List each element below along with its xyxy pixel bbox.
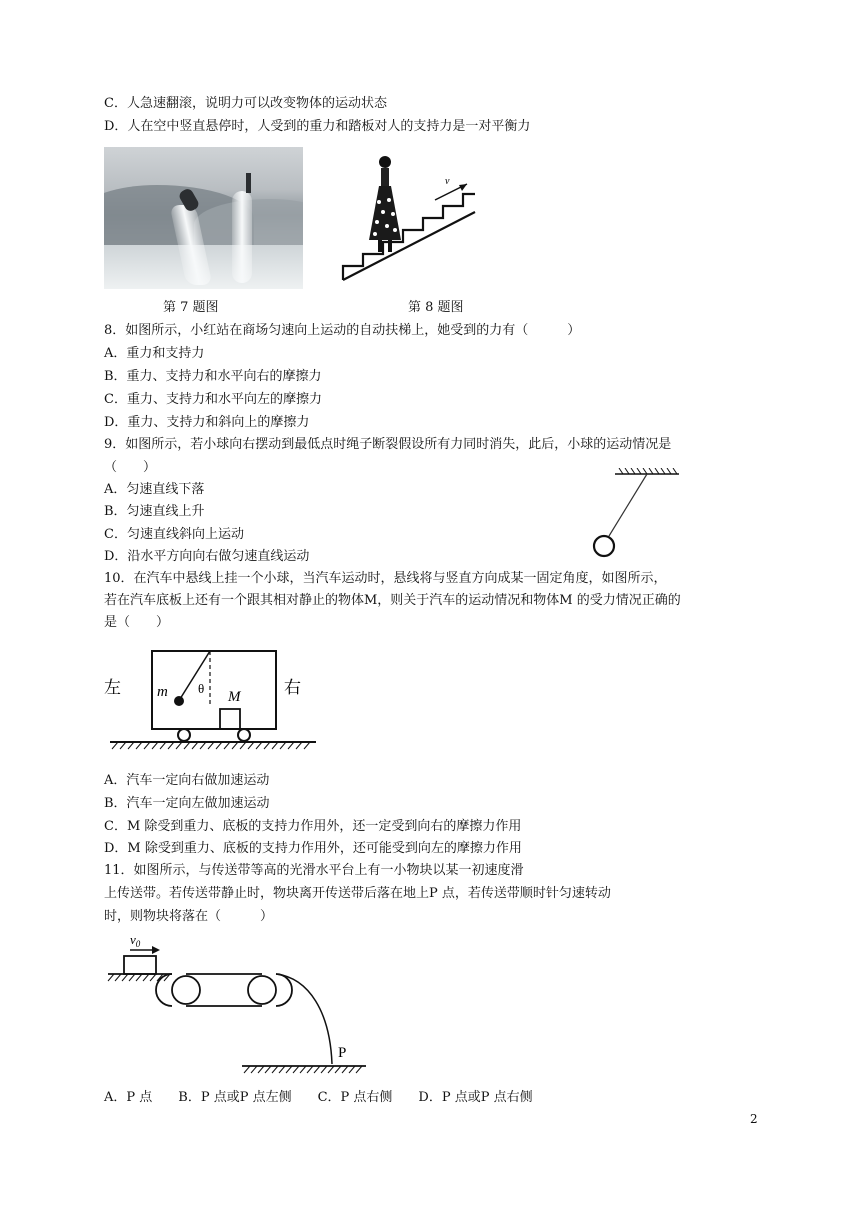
fig11-v0-label: $v_0$ [130, 932, 141, 949]
q8-option-d: D．重力、支持力和斜向上的摩擦力 [104, 415, 310, 430]
figure-11-conveyor [104, 930, 374, 1080]
figure-7-photo [104, 147, 303, 289]
q11-stem-cont: 上传送带。若传送带静止时，物块离开传送带后落在地上P 点，若传送带顺时针匀速转动 [104, 886, 611, 901]
caption-fig7: 第 7 题图 [163, 300, 219, 315]
fig10-theta-label: θ [198, 681, 205, 696]
q11-stem-end: 时，则物块将落在（ ） [104, 909, 274, 924]
q8-option-b: B．重力、支持力和水平向右的摩擦力 [104, 369, 322, 384]
figure-8-escalator [335, 152, 485, 287]
q11-stem: 11．如图所示，与传送带等高的光滑水平台上有一小物块以某一初速度滑 [104, 863, 524, 878]
q8-option-a: A．重力和支持力 [104, 346, 205, 361]
figure-9-pendulum [585, 468, 685, 568]
q10-option-d: D．M 除受到重力、底板的支持力作用外，还可能受到向左的摩擦力作用 [104, 841, 522, 856]
q8-stem: 8．如图所示，小红站在商场匀速向上运动的自动扶梯上，她受到的力有（ ） [104, 323, 581, 338]
fig11-P-label: P [338, 1045, 347, 1061]
q9-stem-cont: （ ） [104, 460, 157, 475]
q9-option-a: A．匀速直线下落 [104, 482, 205, 497]
q11-options: A．P 点 B．P 点或P 点左侧 C．P 点右侧 D．P 点或P 点右侧 [104, 1090, 533, 1105]
fig10-M-label: M [228, 689, 241, 705]
q10-stem-end: 是（ ） [104, 615, 170, 630]
q9-option-b: B．匀速直线上升 [104, 504, 205, 519]
q9-stem: 9．如图所示，若小球向右摆动到最低点时绳子断裂假设所有力同时消失，此后，小球的运动情况是 [104, 437, 672, 452]
q10-option-c: C．M 除受到重力、底板的支持力作用外，还一定受到向右的摩擦力作用 [104, 819, 522, 834]
q7-option-c: C．人急速翻滚，说明力可以改变物体的运动状态 [104, 96, 387, 111]
fig8-velocity-label: v [445, 176, 450, 187]
q10-option-b: B．汽车一定向左做加速运动 [104, 796, 270, 811]
q10-option-a: A．汽车一定向右做加速运动 [104, 773, 270, 788]
figure-10-car [100, 645, 330, 760]
q9-option-c: C．匀速直线斜向上运动 [104, 527, 244, 542]
fig10-m-label: m [157, 684, 168, 700]
fig10-left-label: 左 [104, 678, 121, 698]
fig10-right-label: 右 [284, 678, 301, 698]
q10-stem: 10．在汽车中悬线上挂一个小球，当汽车运动时，悬线将与竖直方向成某一固定角度，如图所示， [104, 571, 667, 586]
q8-option-c: C．重力、支持力和水平向左的摩擦力 [104, 392, 322, 407]
q7-option-d: D．人在空中竖直悬停时，人受到的重力和踏板对人的支持力是一对平衡力 [104, 119, 531, 134]
q9-option-d: D．沿水平方向向右做匀速直线运动 [104, 549, 310, 564]
q10-stem-cont: 若在汽车底板上还有一个跟其相对静止的物体M，则关于汽车的运动情况和物体M 的受力情况正确的 [104, 593, 681, 608]
caption-fig8: 第 8 题图 [408, 300, 464, 315]
page-number: 2 [750, 1112, 758, 1126]
